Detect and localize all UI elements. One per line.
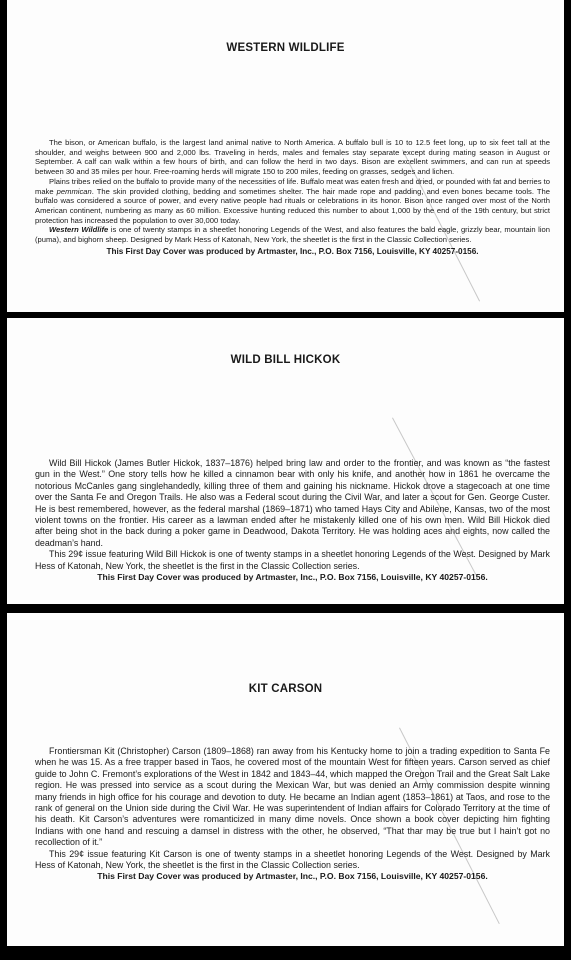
paragraph: The bison, or American buffalo, is the largest land animal native to North America. A buffalo bull is 10 to 12.5 feet long, up to six feet tall at the shoulder, and weighs between 900 and 2,000 lbs. Traveling in herds, males and females stay separate except during mating season in August or September. A calf can walk within a few hours of birth, and can follow the herd in two days. Bison are excellent swimmers, and can run at speeds between 30 and 35 miles per hour. Free-roaming herds will migrate 150 to 200 miles, feeding on grasses, sedges and lichen. — [35, 138, 550, 177]
cover-card-western-wildlife — [7, 0, 564, 312]
cover-card-kit-carson — [7, 613, 564, 946]
card-body — [35, 458, 550, 583]
producer-note: This First Day Cover was produced by Artmaster, Inc., P.O. Box 7156, Louisville, KY 40257-0156. — [106, 246, 479, 256]
paragraph: This 29¢ issue featuring Kit Carson is one of twenty stamps in a sheetlet honoring Legends of the West. Designed by Mark Hess of Katonah, New York, the sheetlet is the first in the Classic Collection series. — [35, 848, 550, 871]
producer-note: This First Day Cover was produced by Artmaster, Inc., P.O. Box 7156, Louisville, KY 40257-0156. — [97, 572, 488, 583]
producer-note: This First Day Cover was produced by Artmaster, Inc., P.O. Box 7156, Louisville, KY 40257-0156. — [97, 871, 488, 882]
card-title: KIT CARSON — [248, 683, 323, 695]
paragraph: This 29¢ issue featuring Wild Bill Hickok is one of twenty stamps in a sheetlet honoring Legends of the West. Designed by Mark Hess of Katonah, New York, the sheetlet is the first in the Classic Collection series. — [35, 549, 550, 571]
card-body — [35, 746, 550, 883]
card-title: WILD BILL HICKOK — [230, 354, 341, 366]
card-title: WESTERN WILDLIFE — [226, 42, 345, 54]
card-body — [35, 138, 550, 256]
paragraph: Western Wildlife is one of twenty stamps in a sheetlet honoring Legends of the West, and also features the bald eagle, grizzly bear, mountain lion (puma), and bighorn sheep. Designed by Mark Hess of Katonah, New York, the sheetlet is the first in the Classic Collection series. — [35, 225, 550, 245]
cover-card-wild-bill-hickok — [7, 318, 564, 604]
paragraph: Wild Bill Hickok (James Butler Hickok, 1837–1876) helped bring law and order to the frontier, and was known as “the fastest gun in the West.” One story tells how he killed a cinnamon bear with only his knife, and another how in 1861 he overcame the notorious McCanles gang singlehandedly, killing three of them and gaining his nickname. Hickok drove a stagecoach at one time over the Santa Fe and Oregon Trails. He also was a Federal scout during the Civil War, and later a scout for Gen. George Custer. He is best remembered, however, as the federal marshal (1869–1871) who tamed Hays City and Abilene, Kansas, two of the most violent towns on the frontier. His career as a lawman ended after he mistakenly killed one of his own men. Wild Bill Hickok died after being shot in the back during a poker game in Deadwood, Dakota Territory. He was holding aces and eights, now called the deadman’s hand. — [35, 458, 550, 548]
paragraph: Plains tribes relied on the buffalo to provide many of the necessities of life. Buffalo meat was eaten fresh and dried, or pounded with fat and berries to make pemmican. The skin provided clothing, bedding and sometimes shelter. The hair made rope and padding, and even bones became tools. The buffalo was considered a source of power, and every native people had rituals or celebrations in its honor. Bison once ranged over most of the North American continent, numbering as many as 60 million. Excessive hunting reduced this number to about 1,000 by the end of the 19th century, but strict protection has increased the population to over 30,000 today. — [35, 176, 550, 225]
paragraph: Frontiersman Kit (Christopher) Carson (1809–1868) ran away from his Kentucky home to join a trading expedition to Santa Fe when he was 15. As a free trapper based in Taos, he covered most of the mountain West for fifteen years. Carson served as chief guide to John C. Fremont’s explorations of the West in 1842 and 1843–44, which mapped the Oregon Trail and the Great Salt Lake region. He was pressed into service as a scout during the Mexican War, but was denied an Army commission despite winning many friends in high office for his courage and devotion to duty. He became an Indian agent (1853–1861) at Taos, and rose to the rank of general on the Union side during the Civil War. He was superintendent of Indian affairs for Colorado Territory at the time of his death. Kit Carson’s adventures were romanticized in many dime novels. Once shown a book cover depicting him fighting Indians with one hand and rescuing a damsel in distress with the other, he observed, “That thar may be true but I hain’t got no recollection of it.” — [35, 746, 550, 848]
